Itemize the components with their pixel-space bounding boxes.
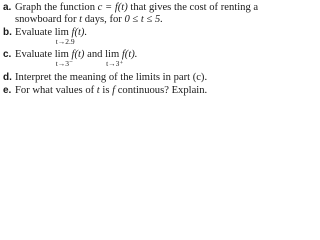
item-c-and: and xyxy=(84,49,106,60)
item-b-limit xyxy=(54,27,75,46)
item-c xyxy=(3,49,138,68)
item-a-range: 0 ≤ t ≤ 5. xyxy=(124,14,163,25)
item-a-line2-pre: snowboard for xyxy=(15,14,80,25)
item-e xyxy=(3,85,207,97)
item-a-line2 xyxy=(15,14,163,26)
item-a-marker: a. xyxy=(3,2,12,13)
item-c-expression-1: f(t) xyxy=(71,49,85,60)
item-a-line2-var: t xyxy=(79,14,83,25)
item-e-text-mid: is xyxy=(99,85,113,96)
item-a-text-post: that gives the cost of renting a xyxy=(127,2,259,13)
item-d-marker: d. xyxy=(3,72,12,83)
item-b-marker: b. xyxy=(3,27,12,38)
item-c-limit-left xyxy=(54,49,74,68)
item-c-lim2-word: lim xyxy=(105,49,120,60)
item-b xyxy=(3,27,88,46)
item-c-marker: c. xyxy=(3,49,12,60)
item-b-lim-subscript: t→2.9 xyxy=(55,37,75,46)
item-d xyxy=(3,72,207,84)
item-c-expression-2: f(t). xyxy=(121,49,138,60)
item-e-var-t: t xyxy=(96,85,100,96)
item-e-text-post: continuous? Explain. xyxy=(115,85,208,96)
item-b-expression: f(t). xyxy=(71,27,88,38)
item-c-limit-right xyxy=(105,49,124,68)
item-c-lim1-subscript: t→3⁻ xyxy=(55,59,74,68)
item-b-lim-word: lim xyxy=(54,27,69,38)
item-c-text-pre: Evaluate xyxy=(15,49,55,60)
item-e-marker: e. xyxy=(3,85,12,96)
item-e-text-pre: For what values of xyxy=(15,85,97,96)
item-a-line1 xyxy=(3,2,258,14)
item-c-lim1-word: lim xyxy=(54,49,69,60)
item-c-lim2-subscript: t→3⁺ xyxy=(106,59,124,68)
item-b-text-pre: Evaluate xyxy=(15,27,55,38)
item-a-equation: c = f(t) xyxy=(97,2,128,13)
exercise-list xyxy=(0,0,315,109)
item-e-var-f: f xyxy=(112,85,116,96)
item-d-text: Interpret the meaning of the limits in part (c). xyxy=(15,72,208,83)
item-a-line2-mid: days, for xyxy=(82,14,125,25)
item-a-text-pre: Graph the function xyxy=(15,2,98,13)
